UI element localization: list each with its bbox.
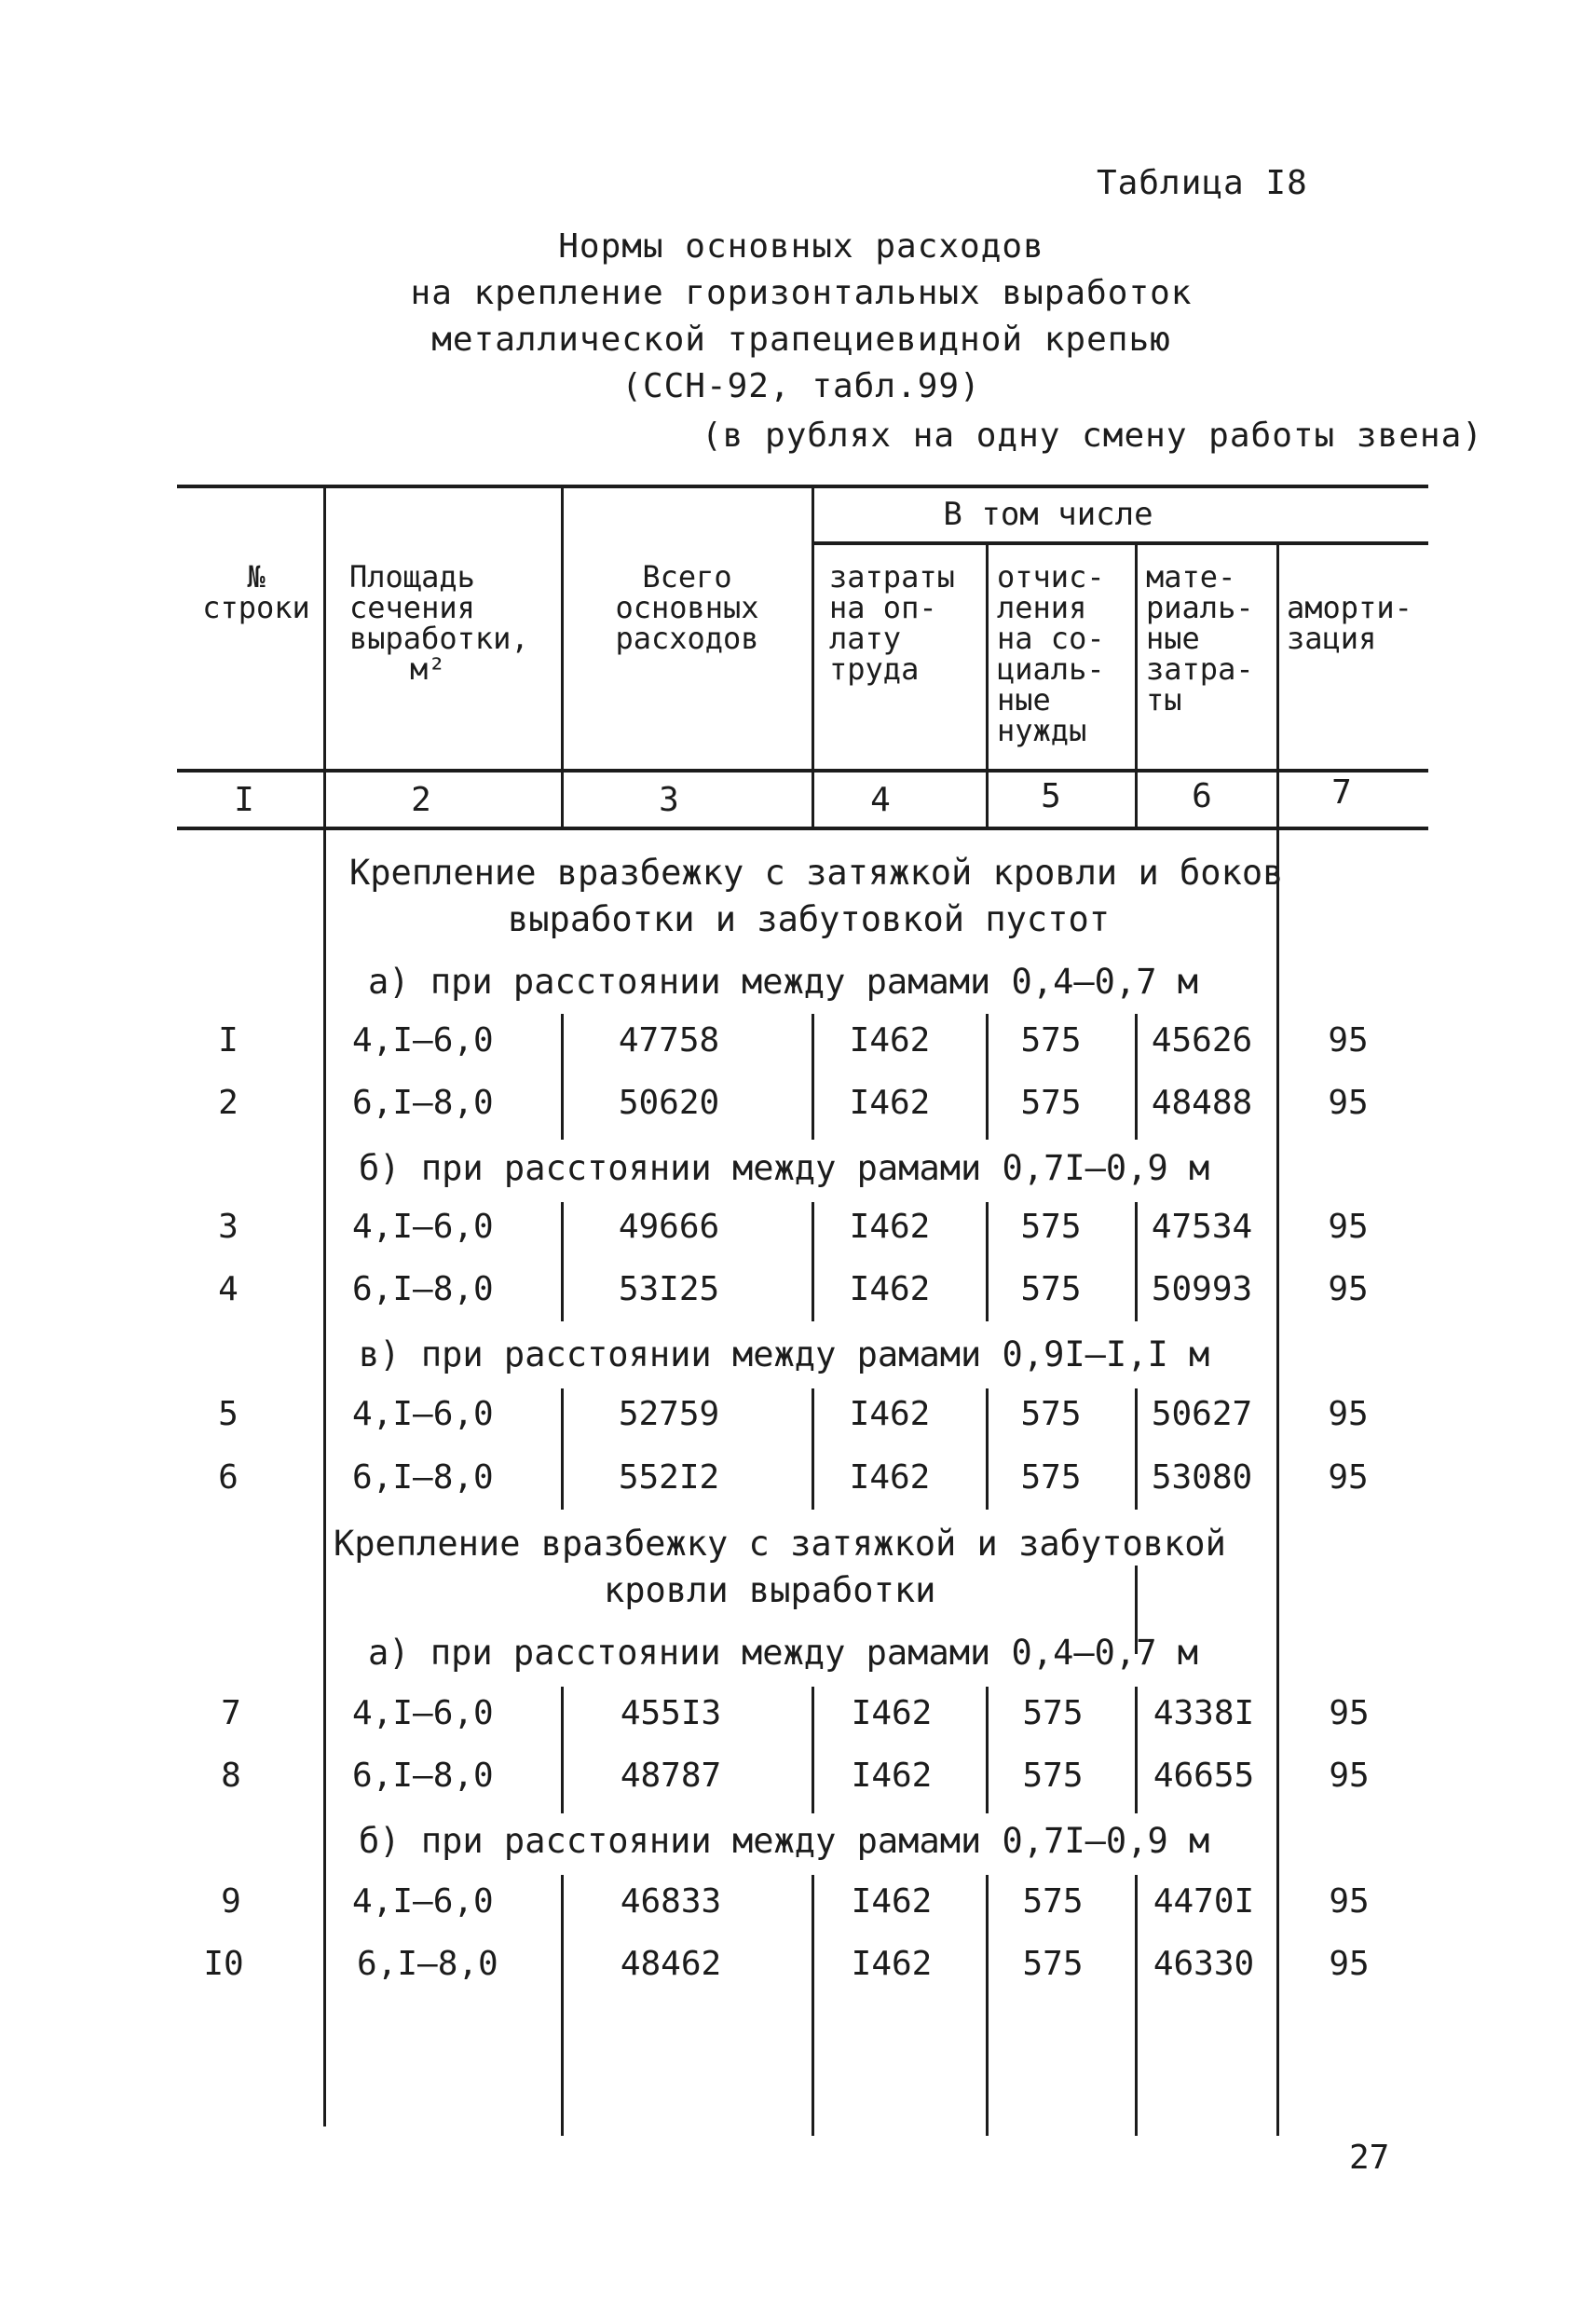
cell-amort: 95 [1329,1757,1370,1795]
group-label: а) при расстоянии между рамами 0,4–0,7 м [368,962,1199,1002]
header-area: Площадь сечения выработки, м² [349,559,529,687]
cell-area: 4,I–6,0 [352,1882,494,1921]
cell-area: 6,I–8,0 [352,1458,494,1497]
cell-labor: I462 [849,1270,931,1308]
column-number: 5 [1041,777,1061,815]
group-label: в) при расстоянии между рамами 0,9I–I,I м [359,1334,1210,1374]
row-rule [1135,1687,1138,1813]
cell-social: 575 [1022,1945,1084,1983]
row-rule [986,1687,989,1813]
cell-material: 47534 [1151,1208,1253,1246]
header-divider-6 [1276,543,1279,828]
cell-material: 50627 [1151,1395,1253,1433]
cell-no: 9 [221,1882,241,1921]
cell-amort: 95 [1328,1458,1369,1497]
section-title: Крепление вразбежку с затяжкой кровли и боков [349,853,1284,893]
cell-material: 46330 [1153,1945,1255,1983]
cell-no: 8 [221,1757,241,1795]
cell-no: 4 [218,1270,239,1308]
row-rule [812,1202,814,1321]
cell-area: 4,I–6,0 [352,1395,494,1433]
title-line-2: на крепление горизонтальных выработок [410,274,1193,312]
units-note: (в рублях на одну смену работы звена) [702,417,1483,455]
cell-no: 7 [221,1694,241,1732]
row-rule [561,1687,564,1813]
row-rule [561,1875,564,2136]
header-social: отчис- ления на со- циаль- ные нужды [997,559,1105,748]
column-number: 6 [1192,777,1212,815]
header-amortization: аморти- зация [1287,590,1412,656]
cell-labor: I462 [849,1458,931,1497]
title-line-4: (ССН-92, табл.99) [621,367,981,405]
cell-total: 48787 [620,1757,722,1795]
table-top-rule [177,485,1428,488]
row-rule [986,1875,989,2136]
cell-social: 575 [1020,1395,1082,1433]
group-label: б) при расстоянии между рамами 0,7I–0,9 м [359,1148,1210,1188]
column-number: 3 [659,781,679,819]
cell-amort: 95 [1329,1694,1370,1732]
cell-social: 575 [1020,1021,1082,1060]
title-line-3: металлической трапециевидной крепью [431,321,1171,359]
row-rule [1135,1014,1138,1140]
cell-social: 575 [1022,1694,1084,1732]
row-rule [561,1014,564,1140]
page-number: 27 [1349,2139,1390,2177]
header-divider-2 [561,486,564,828]
cell-no: I [218,1021,239,1060]
title-line-1: Нормы основных расходов [558,227,1044,266]
cell-labor: I462 [851,1694,933,1732]
cell-total: 53I25 [618,1270,720,1308]
cell-labor: I462 [849,1021,931,1060]
cell-no: I0 [203,1945,244,1983]
cell-social: 575 [1022,1757,1084,1795]
cell-area: 6,I–8,0 [352,1084,494,1122]
column-number: I [234,781,254,819]
cell-labor: I462 [851,1757,933,1795]
cell-material: 48488 [1151,1084,1253,1122]
cell-material: 50993 [1151,1270,1253,1308]
header-bottom-rule [177,769,1428,773]
cell-total: 52759 [618,1395,720,1433]
cell-area: 4,I–6,0 [352,1694,494,1732]
cell-amort: 95 [1329,1945,1370,1983]
row-rule [986,1014,989,1140]
cell-amort: 95 [1328,1395,1369,1433]
cell-total: 50620 [618,1084,720,1122]
row-rule [1135,1388,1138,1510]
cell-social: 575 [1022,1882,1084,1921]
cell-social: 575 [1020,1084,1082,1122]
body-divider-amort [1276,828,1279,2136]
cell-no: 2 [218,1084,239,1122]
header-divider-3 [812,486,814,828]
cell-material: 53080 [1151,1458,1253,1497]
cell-amort: 95 [1328,1270,1369,1308]
cell-total: 46833 [620,1882,722,1921]
header-total: Всего основных расходов [615,559,759,656]
cell-amort: 95 [1328,1208,1369,1246]
row-rule [1135,1875,1138,2136]
row-rule [986,1388,989,1510]
cell-no: 5 [218,1395,239,1433]
cell-social: 575 [1020,1208,1082,1246]
cell-no: 3 [218,1208,239,1246]
cell-area: 4,I–6,0 [352,1208,494,1246]
table-label: Таблица I8 [1097,164,1308,202]
cell-material: 4470I [1153,1882,1255,1921]
subheader-rule [813,541,1428,545]
row-rule [561,1202,564,1321]
row-rule [812,1687,814,1813]
cell-area: 6,I–8,0 [352,1757,494,1795]
header-divider-5 [1135,543,1138,828]
cell-total: 552I2 [618,1458,720,1497]
group-label: б) при расстоянии между рамами 0,7I–0,9 м [359,1821,1210,1861]
header-material: мате- риаль- ные затра- ты [1146,559,1254,718]
cell-area: 6,I–8,0 [357,1945,498,1983]
column-number: 7 [1331,773,1352,812]
column-number: 2 [411,781,431,819]
row-rule [561,1388,564,1510]
cell-amort: 95 [1329,1882,1370,1921]
cell-no: 6 [218,1458,239,1497]
row-rule [812,1388,814,1510]
cell-total: 47758 [618,1021,720,1060]
cell-labor: I462 [849,1208,931,1246]
cell-social: 575 [1020,1458,1082,1497]
cell-material: 4338I [1153,1694,1255,1732]
cell-labor: I462 [849,1084,931,1122]
cell-social: 575 [1020,1270,1082,1308]
header-labor: затраты на оп- лату труда [829,559,955,687]
cell-labor: I462 [851,1945,933,1983]
cell-labor: I462 [851,1882,933,1921]
cell-amort: 95 [1328,1084,1369,1122]
header-divider-4 [986,543,989,828]
cell-area: 4,I–6,0 [352,1021,494,1060]
cell-area: 6,I–8,0 [352,1270,494,1308]
section-title: кровли выработки [604,1570,936,1610]
header-divider-1 [323,486,326,828]
cell-labor: I462 [849,1395,931,1433]
cell-total: 455I3 [620,1694,722,1732]
header-row-no: № строки [202,559,310,625]
colnum-bottom-rule [177,827,1428,830]
group-label: а) при расстоянии между рамами 0,4–0,7 м [368,1633,1199,1673]
row-rule [1135,1202,1138,1321]
section-title: выработки и забутовкой пустот [508,899,1111,939]
cell-total: 49666 [618,1208,720,1246]
header-including: В том числе [943,496,1153,533]
row-rule [812,1014,814,1140]
cell-amort: 95 [1328,1021,1369,1060]
row-rule [812,1875,814,2136]
body-divider-area [323,828,326,2126]
cell-material: 46655 [1153,1757,1255,1795]
column-number: 4 [870,781,891,819]
cell-total: 48462 [620,1945,722,1983]
row-rule [986,1202,989,1321]
cell-material: 45626 [1151,1021,1253,1060]
section-title: Крепление вразбежку с затяжкой и забутовкой [334,1524,1226,1564]
